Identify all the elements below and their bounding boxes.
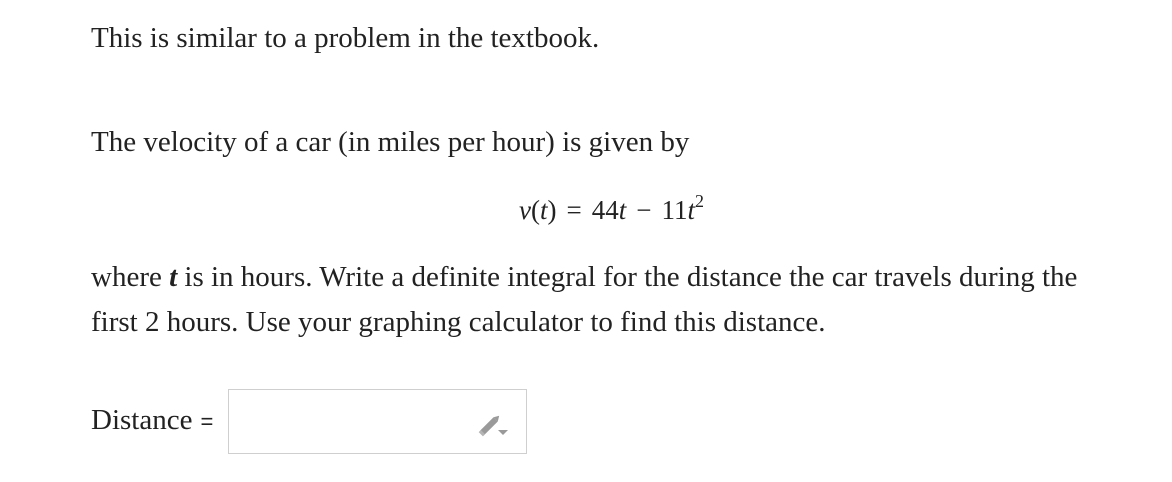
problem-intro: This is similar to a problem in the textbook. — [91, 22, 600, 54]
question-part1: where — [91, 261, 162, 293]
pencil-icon[interactable] — [476, 412, 510, 438]
equation-var1: t — [618, 195, 627, 225]
equation-function: v — [519, 195, 531, 225]
equation-paren-close: ) — [547, 195, 557, 225]
problem-lead: The velocity of a car (in miles per hour) is given by — [91, 126, 690, 158]
distance-input[interactable] — [228, 389, 527, 454]
question-line-2: first 2 hours. Use your graphing calculator to find this distance. — [91, 306, 826, 338]
answer-label-text: Distance — [91, 404, 193, 436]
equation-var2: t — [687, 195, 695, 225]
problem-question — [91, 255, 1077, 345]
question-part2: is in hours. Write a definite integral for the distance the car travels during the — [184, 261, 1078, 293]
equation-equals: = — [566, 195, 582, 225]
answer-equals: = — [200, 409, 214, 434]
equation-paren-open: ( — [530, 195, 540, 225]
equation-argument: t — [539, 195, 548, 225]
question-variable: t — [169, 261, 178, 293]
equation-coef2: 11 — [661, 195, 688, 225]
answer-label — [91, 398, 213, 444]
equation-exponent: 2 — [695, 191, 704, 211]
equation-coef1: 44 — [591, 195, 619, 225]
equation-minus: − — [636, 195, 652, 225]
question-line-1 — [91, 255, 1077, 300]
velocity-equation — [519, 188, 704, 233]
